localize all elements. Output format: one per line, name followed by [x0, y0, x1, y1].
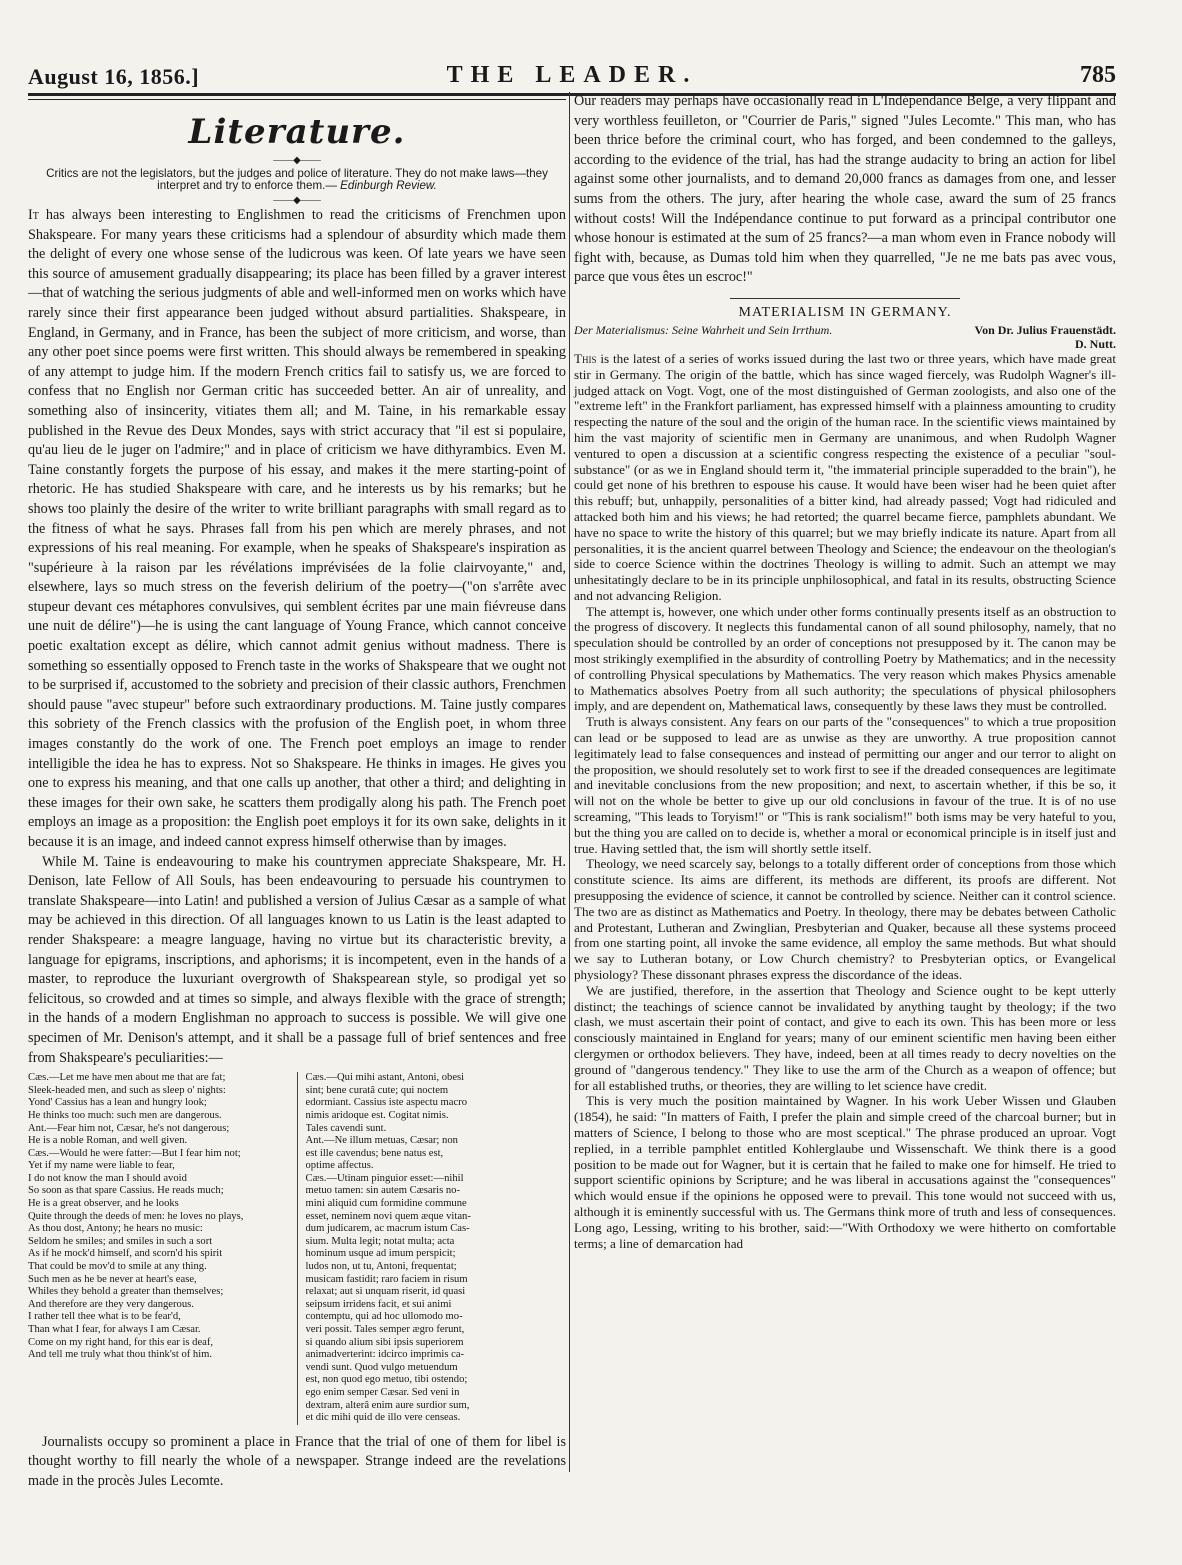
verse-line: ludos non, ut tu, Antoni, frequentat; [305, 1261, 457, 1273]
verse-line: Come on my right hand, for this ear is deaf, [28, 1336, 214, 1348]
verse-line: sint; bene curatâ cute; qui noctem [305, 1084, 449, 1096]
verse-line: musicam fastidit; raro faciem in risum [305, 1273, 468, 1285]
paragraph-text: Journalists occupy so prominent a place in France that the trial of one of them for libel is thought worthy to fill nearly the whole of a newspaper. Strange indeed are the revelations made in the procès Jules Lecomte. [28, 1433, 566, 1489]
review-reference [574, 323, 1116, 351]
left-column [28, 110, 566, 1492]
verse-divider [297, 1072, 298, 1425]
paragraph [574, 1093, 1116, 1251]
latin-verse [306, 1072, 567, 1425]
right-column [574, 92, 1116, 1251]
paragraph-text: While M. Taine is endeavouring to make his countrymen appreciate Shakspeare, Mr. H. Denison, late Fellow of All Souls, has been endeavouring to persuade his countrymen to translate Shakspeare—into Latin! and published a version of Julius Cæsar as a sample of what may be achieved in this direction. Of all languages known to us Latin is the least adapted to render Shakspeare: a meagre language, having no virtue but its characteristic brevity, a language for epigrams, inscriptions, and aphorisms; it is incompetent, even in the hands of a master, to reproduce the luxuriant overgrowth of Shakspearean style, so prodigal yet so felicitous, so crowded and at times so simple, and always flexible with the grace of strength; in the hands of a modern Englishman no approach to success is possible. We will give one specimen of Mr. Denison's attempt, and it shall be a passage full of brief sentences and free from Shakspeare's peculiarities:— [28, 853, 566, 1066]
paragraph [574, 983, 1116, 1094]
verse-line: mini aliquid cum formidine commune [305, 1198, 467, 1210]
paragraph-text: Truth is always consistent. Any fears on our parts of the "consequences" to which a true proposition can lead or be supposed to lead are as unwise as they are unworthy. A true proposition cannot legitimately lead to false consequences and instead of permitting our anger and our terror to alight on the proposition, we should resolutely set to work first to see if the dreaded consequences are legitimate and inevitable conclusions from the new proposition; and next, to ascertain whether, if this be so, it will not on the whole be better to give up our old conclusions in favour of the true. It is of no use screaming, "This leads to Toryism!" or "This is rank socialism!" both isms may be very hateful to you, but the thing you are called on to decide is, whether a moral or economical principle is in itself just and true. Having settled that, the ism will shortly settle itself. [574, 714, 1116, 856]
verse-line: est, non quod ego metuo, tibi ostendo; [305, 1374, 468, 1386]
verse-line: esset, neminem novi quem æque vitan- [305, 1210, 471, 1222]
review-author: Von Dr. Julius Frauenstädt. [974, 322, 1116, 337]
section-rule [730, 298, 960, 299]
verse-line: And therefore are they very dangerous. [28, 1298, 194, 1310]
verse-line: Ant.—Ne illum metuas, Cæsar; non [305, 1135, 458, 1147]
verse-line: And tell me truly what thou think'st of him. [28, 1349, 213, 1361]
verse-line: sium. Multa legit; notat multa; acta [305, 1235, 455, 1247]
verse-line: ego enim semper Cæsar. Sed veni in [305, 1386, 460, 1398]
epigraph-text: Critics are not the legislators, but the judges and police of literature. They do not make laws—they interpret and try to enforce them.— [46, 167, 548, 192]
page-number: 785 [1080, 62, 1116, 88]
verse-line: Cæs.—Utinam pinguior esset:—nihil [305, 1172, 464, 1184]
ornament-divider: ——◆—— [273, 155, 321, 166]
ornament-divider: ——◆—— [273, 195, 321, 206]
verse-line: Cæs.—Qui mihi astant, Antoni, obesi [305, 1072, 465, 1084]
paragraph-text: is the latest of a series of works issued during the last two or three years, which have made great stir in Germany. The origin of the battle, which has since waged fiercely, was Rudolph Wagner's ill-judged attack on Vogt. Vogt, one of the most distinguished of German zoologists, and also one of the "extreme left" in the Frankfort parliament, has expressed himself with a plainness amounting to crudity respecting the nature of the soul and the origin of the human race. In the scientific views maintained by him the vast majority of scientific men in Germany are unanimous, and when Rudolph Wagner ventured to open a discussion at a scientific congress respecting the existence of a peculiar "soul-substance" (or as we in England should term it, "the immaterial principle superadded to the brain"), he could get none of his brethren to espouse his cause. It would have been wiser had he been quiet after this rebuff; but, unhappily, personalities of a bitter kind, had already passed; Vogt had ridiculed and attacked both him and his views; he had retorted; the quarrel became fierce, pamphlets abundant. We have no space to write the history of this quarrel; but we may briefly indicate its nature. Apart from all personalities, it is the ancient quarrel between Theology and Science; the endeavour on the theologian's side to coerce Science within the doctrines Theology is willing to admit. Such an attempt we may unhesitatingly declare to be in its principle unphilosophical, and fatal in its results, obstructing Science and not advancing Religion. [574, 350, 1116, 603]
paragraph-text: has always been interesting to Englishmen to read the criticisms of Frenchmen upon Shakspeare. For many years these criticisms had a splendour of absurdity which made them the delight of every one whose sense of the ludicrous was keen. Of late years we have seen this source of amusement gradually disappearing; its place has been filled by a graver interest—that of watching the serious judgments of able and well-informed men on works which have rarely since their first appearance been judged without absurd partialities. Shakspeare, in England, in Germany, and in France, has been the subject of more criticism, and worse, than any other poet since poems were first written. This should always be remembered in speaking of any attempt to judge him. If the modern French critics fail to satisfy us, we are forced to confess that no English nor German critic has succeeded better. An air of unreality, and something also of insincerity, vitiates them all; and M. Taine, in his remarkable essay published in the Revue des Deux Mondes, says with strict accuracy that "il est si populaire, qu'au lieu de le juger on l'admire;" and in place of criticism we have dithyrambics. Even M. Taine constantly forgets the purpose of his essay, and makes it the mere starting-point of rhetoric. He has studied Shakspeare with care, and he interests us by his remarks; but he shows too plainly the desire of the writer to write brilliant paragraphs with small regard as to the fitness of what he says. Phrases fall from his pen which are merely phrases, and not expressions of his real meaning. For example, when he speaks of Shakspeare's inspiration as "supérieure à la raison par les révélations imprévisées de la folie clairvoyante," and, elsewhere, lays so much stress on the feverish delirium of the poetry—("on s'arrête avec stupeur devant ces métaphores convulsives, qui semblent écrites par une main fiévreuse dans une nuit de délire")—he is using the cant language of Young France, which cannot conceive poetic exaltation except as délire, which cannot admit genius without madness. There is something so essentially opposed to French taste in the works of Shakspeare that we ought not to be surprised if, accustomed to the sobriety and precision of their classic authors, Frenchmen should pause "avec stupeur" before such extraordinary productions. M. Taine justly compares this sobriety of the French classics with the profusion of the English poet, in whom three images constantly do the work of one. The French poet employs an image to render intelligible the idea he has to express. Not so Shakspeare. He thinks in images. He gives you one to express his meaning, and that one calls up another, that other a third; and delighting in these images for their own sake, he scatters them prodigally along his path. The French poet employs an image as a proposition: the English poet employs it for its own sake, delights in it because it is an image, and indeed cannot express himself otherwise than by images. [28, 207, 566, 850]
verse-line: edormiant. Cassius iste aspectu macro [305, 1097, 468, 1109]
verse-line: vendi sunt. Quod vulgo metuendum [305, 1361, 458, 1373]
paragraph [28, 853, 566, 1069]
verse-line: He is a great observer, and he looks [28, 1198, 179, 1210]
verse-line: et dic mihi quid de illo vere censeas. [305, 1412, 461, 1424]
verse-line: As if he mock'd himself, and scorn'd his spirit [28, 1248, 223, 1260]
paragraph-text: This is very much the position maintained by Wagner. In his work Ueber Wissen und Glauben (1854), he said: "In matters of Faith, I prefer the plain and simple creed of the charcoal burner; but in matters of Science, I belong to those who are most sceptical." The phrase produced an uproar. Vogt replied, in a terrible pamphlet entitled Kohlerglaube und Wissenschaft. We think there is a good position to be made out for Wagner, but it is certain that he failed to make one for himself. He tried to support scientific opinions by Scripture; and he was liberal in accusations against the "consequences" which would ensue if the opinions he opposed were to prevail. This tone would not succeed with us, although it is eminently successful with us. The Germans think more of truth and less of consequences. Long ago, Lessing, writing to his brother, said:—"With Orthodoxy we were hitherto on comfortable terms; a line of demarcation had [574, 1093, 1116, 1251]
verse-line: So soon as that spare Cassius. He reads much; [28, 1185, 224, 1197]
verse-line: metuo tamen: sin autem Cæsaris no- [305, 1185, 460, 1197]
review-book: Der Materialismus: Seine Wahrheit und Sein Irrthum. [574, 322, 833, 337]
verse-line: animadverterint: idcirco imprimis ca- [305, 1349, 465, 1361]
verse-line: optime affectus. [305, 1160, 374, 1172]
verse-line: I do not know the man I should avoid [28, 1172, 187, 1184]
paragraph [28, 206, 566, 853]
verse-line: Cæs.—Would he were fatter:—But I fear him not; [28, 1147, 241, 1159]
drop-word: This [574, 350, 597, 366]
paragraph-text: We are justified, therefore, in the assertion that Theology and Science ought to be kept utterly distinct; the teachings of science cannot be invalidated by anything taught by theology; if the two clash, we must ascertain their point of contact, and give to each its own. This has been more or less consciously maintained in England for years; many of our eminent scientific men having been either clergymen or orthodox believers. They have, indeed, been at all times ready to decry novelties on the ground of "dangerous tendency." They like to use the arm of the Church as a weapon of offence; but for all established truths, or theories, they are willing to let science have credit. [574, 982, 1116, 1093]
verse-line: Than what I fear, for always I am Cæsar. [28, 1324, 201, 1335]
paragraph-text: Our readers may perhaps have occasionally read in L'Indépendance Belge, a very flippant and very worthless feuilleton, or "Courrier de Paris," signed "Jules Lecomte." This man, who has been thrice before the criminal court, who has forged, and been condemned to the galleys, according to the evidence of the trial, has had the strange audacity to bring an action for libel against some other journalists, and to demand 20,000 francs as damages from one, and lesser sums from the others. The jury, after hearing the whole case, award the sum of 25 francs without costs! Will the Indépendance continue to put forward as a principal contributor one whose honour is estimated at the sum of 25 francs?—a man whom even in France nobody will fight with, because, as Dumas told him when they quarrelled, "Je ne me bats pas avec vous, parce que vous êtes un escroc!" [574, 93, 1116, 286]
paragraph [574, 604, 1116, 715]
verse-line: As thou dost, Antony; he hears no music: [28, 1223, 203, 1235]
english-verse [28, 1072, 289, 1425]
verse-line: relaxat; aut si unquam riserit, id quasi [305, 1286, 466, 1298]
verse-line: Such men as he be never at heart's ease, [28, 1273, 197, 1285]
verse-line: Seldom he smiles; and smiles in such a sort [28, 1235, 213, 1247]
verse-line: Cæs.—Let me have men about me that are fat; [28, 1072, 226, 1084]
epigraph [46, 168, 548, 192]
header-rule-thin [28, 99, 566, 100]
verse-line: Sleek-headed men, and such as sleep o' nights: [28, 1084, 226, 1096]
paragraph [574, 92, 1116, 288]
header-title: THE LEADER. [446, 62, 698, 88]
verse-line: Quite through the deeds of men: he loves no plays, [28, 1210, 244, 1222]
paragraph [574, 714, 1116, 856]
verse-line: dum judicarem, ac macrum istum Cas- [305, 1223, 470, 1235]
verse-line: nimis aridoque est. Cogitat nimis. [305, 1109, 449, 1121]
verse-comparison [28, 1072, 566, 1425]
verse-line: hominum usque ad imum perspicit; [305, 1248, 456, 1260]
header-date: August 16, 1856.] [28, 64, 200, 89]
verse-line: Yet if my name were liable to fear, [28, 1160, 175, 1172]
verse-line: seipsum irridens facit, et sui animi [305, 1298, 452, 1310]
verse-line: dextram, alterâ enim aure surdior sum, [305, 1399, 470, 1411]
verse-line: Whiles they behold a greater than themselves; [28, 1286, 224, 1298]
column-divider [569, 92, 570, 1472]
paragraph [574, 856, 1116, 982]
verse-line: Ant.—Fear him not, Cæsar, he's not dangerous; [28, 1122, 230, 1134]
verse-line: Tales cavendi sunt. [305, 1122, 387, 1134]
section-masthead: Literature. [188, 112, 406, 152]
paragraph [574, 351, 1116, 604]
verse-line: He is a noble Roman, and well given. [28, 1135, 188, 1147]
verse-line: contemptu, qui ad hoc ullomodo mo- [305, 1311, 463, 1323]
paragraph-text: The attempt is, however, one which under other forms continually presents itself as an obstruction to the progress of discovery. It neglects this fundamental canon of all sound philosophy, namely, that no speculation should be controlled by an order of conceptions not presupposed by it. The canon may be most strikingly exemplified in the absurdity of controlling Poetry by Mathematics; and in the necessity of controlling Physical speculations by Mathematics. The very reason which makes Physics amenable to Mathematics absolves Poetry from all such authority; the speculations of physical philosophers imply, and are dependent on, Mathematical laws, consequently by these laws they must be controlled. [574, 603, 1116, 714]
verse-line: He thinks too much: such men are dangerous. [28, 1109, 222, 1121]
verse-line: Yond' Cassius has a lean and hungry look; [28, 1097, 207, 1109]
verse-line: si quando alium sibi ipsis superiorem [305, 1336, 464, 1348]
review-publisher: D. Nutt. [1075, 336, 1116, 351]
verse-line: That could be mov'd to smile at any thing. [28, 1261, 207, 1273]
epigraph-source: Edinburgh Review. [340, 179, 437, 192]
verse-line: veri possit. Tales semper ægro ferunt, [305, 1324, 465, 1335]
article-title: MATERIALISM IN GERMANY. [738, 304, 952, 320]
paragraph-text: Theology, we need scarcely say, belongs to a totally different order of conceptions from those which constitute science. Its aims are different, its methods are different, its proofs are different. Not presupposing the evidence of science, it cannot be controlled by science. Neither can it control science. The two are as distinct as Mathematics and Poetry. In theology, there may be debates between Catholic and Protestant, Lutheran and Zwinglian, Presbyterian and Quaker, because all these systems proceed from one starting point, all invoke the same evidence, all employ the same methods. But what should we say to Lutheran botany, or Low Church chemistry? to Presbyterian optics, or Evangelical physiology? These dissonant phrases express the discordance of the ideas. [574, 856, 1116, 983]
running-header [28, 58, 1116, 92]
drop-word: It [28, 207, 39, 223]
verse-line: I rather tell thee what is to be fear'd, [28, 1311, 181, 1323]
verse-line: est ille cavendus; bene natus est, [305, 1147, 444, 1159]
paragraph [28, 1433, 566, 1492]
